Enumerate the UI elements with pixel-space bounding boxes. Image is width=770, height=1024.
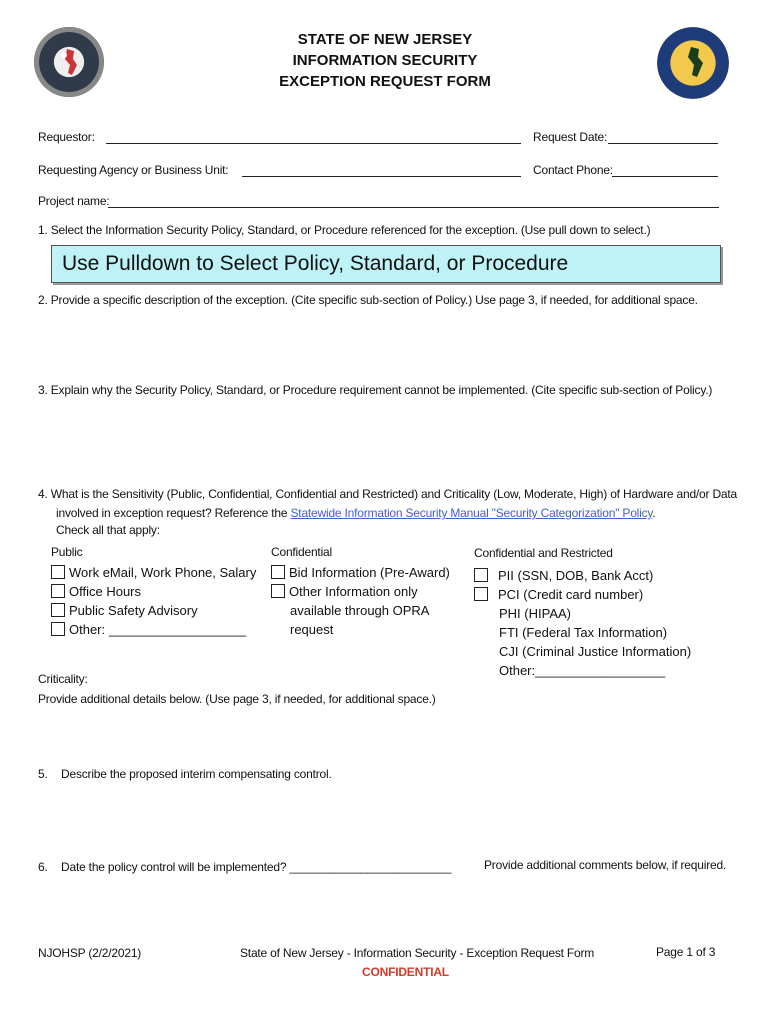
- checkbox[interactable]: [51, 603, 65, 617]
- restricted-option-1[interactable]: [474, 566, 691, 585]
- question-3-text: 3. Explain why the Security Policy, Standard, or Procedure requirement cannot be implemented. (Cite specific sub-section of Policy.): [38, 383, 713, 397]
- checkbox[interactable]: [51, 622, 65, 636]
- checkbox[interactable]: [271, 584, 285, 598]
- question-5-text: Describe the proposed interim compensating control.: [61, 767, 332, 781]
- checkbox[interactable]: [474, 568, 488, 582]
- restricted-item-other: Other:__________________: [499, 663, 666, 678]
- checkbox[interactable]: [51, 565, 65, 579]
- confidential-checkbox-group: [271, 563, 450, 639]
- project-name-field[interactable]: [108, 207, 719, 208]
- option-label: Office Hours: [69, 584, 142, 599]
- confidential-option-2-cont-1: available through OPRA: [290, 603, 430, 618]
- public-option-4[interactable]: [51, 620, 256, 639]
- restricted-item-phi: PHI (HIPAA): [499, 606, 571, 621]
- page-number: Page 1 of 3: [656, 945, 716, 959]
- question-1-text: 1. Select the Information Security Policy, Standard, or Procedure referenced for the exception. (Use pull down to select.): [38, 223, 651, 237]
- criticality-label: Criticality:: [38, 672, 88, 686]
- requestor-label: Requestor:: [38, 130, 95, 144]
- request-date-field[interactable]: [608, 143, 718, 144]
- restricted-item-fti: FTI (Federal Tax Information): [499, 625, 668, 640]
- check-all-label: Check all that apply:: [56, 523, 160, 537]
- public-heading: Public: [51, 545, 83, 559]
- confidential-option-2-cont-2: request: [290, 622, 334, 637]
- restricted-heading: Confidential and Restricted: [474, 546, 613, 560]
- form-title-line-1: STATE OF NEW JERSEY: [297, 31, 473, 48]
- checkbox[interactable]: [474, 587, 488, 601]
- contact-phone-field[interactable]: [612, 176, 718, 177]
- project-name-label: Project name:: [38, 194, 110, 208]
- contact-phone-label: Contact Phone:: [533, 163, 613, 177]
- public-option-3[interactable]: [51, 601, 256, 620]
- option-label: Work eMail, Work Phone, Salary: [69, 565, 257, 580]
- checkbox[interactable]: [51, 584, 65, 598]
- checkbox[interactable]: [271, 565, 285, 579]
- question-4-line-2-suffix: .: [652, 506, 656, 520]
- form-title-line-3: EXCEPTION REQUEST FORM: [279, 73, 491, 90]
- restricted-item-cji: CJI (Criminal Justice Information): [499, 644, 692, 659]
- policy-dropdown[interactable]: [51, 245, 721, 283]
- public-option-2[interactable]: [51, 582, 256, 601]
- footer-form-title: State of New Jersey - Information Security - Exception Request Form: [240, 946, 595, 960]
- security-categorization-policy-link[interactable]: Statewide Information Security Manual "Security Categorization" Policy: [290, 506, 653, 520]
- option-label: Other Information only: [289, 584, 418, 599]
- requestor-field[interactable]: [106, 143, 521, 144]
- restricted-option-2[interactable]: [474, 585, 691, 604]
- question-5-number: 5.: [38, 767, 48, 781]
- question-6-text: Date the policy control will be implemented? _________________________: [61, 860, 452, 874]
- confidential-stamp: CONFIDENTIAL: [362, 965, 449, 979]
- option-label: Public Safety Advisory: [69, 603, 198, 618]
- public-checkbox-group: [51, 563, 256, 639]
- question-4-line-2: [56, 506, 655, 520]
- confidential-heading: Confidential: [271, 545, 332, 559]
- restricted-checkbox-group: [474, 566, 691, 680]
- request-date-label: Request Date:: [533, 130, 608, 144]
- question-4-line-1: 4. What is the Sensitivity (Public, Confidential, Confidential and Restricted) and Criticality (Low, Moderate, High) of Hardware and/or Data: [38, 487, 738, 501]
- confidential-option-1[interactable]: [271, 563, 450, 582]
- form-title-line-2: INFORMATION SECURITY: [292, 52, 478, 69]
- option-label: PII (SSN, DOB, Bank Acct): [498, 568, 654, 583]
- question-4-line-2-prefix: involved in exception request? Reference the: [56, 506, 291, 520]
- policy-dropdown-value: Use Pulldown to Select Policy, Standard, or Procedure: [62, 252, 569, 275]
- agency-field[interactable]: [242, 176, 521, 177]
- question-2-text: 2. Provide a specific description of the exception. (Cite specific sub-section of Policy.) Use page 3, if needed, for additional space.: [38, 293, 698, 307]
- question-6-number: 6.: [38, 860, 48, 874]
- additional-details-text: Provide additional details below. (Use page 3, if needed, for additional space.): [38, 692, 436, 706]
- option-label: Other: ___________________: [69, 622, 247, 637]
- footer-form-id: NJOHSP (2/2/2021): [38, 946, 142, 960]
- agency-label: Requesting Agency or Business Unit:: [38, 163, 229, 177]
- public-option-1[interactable]: [51, 563, 256, 582]
- additional-comments-text: Provide additional comments below, if required.: [484, 858, 727, 872]
- option-label: PCI (Credit card number): [498, 587, 644, 602]
- confidential-option-2[interactable]: [271, 582, 450, 601]
- option-label: Bid Information (Pre-Award): [289, 565, 450, 580]
